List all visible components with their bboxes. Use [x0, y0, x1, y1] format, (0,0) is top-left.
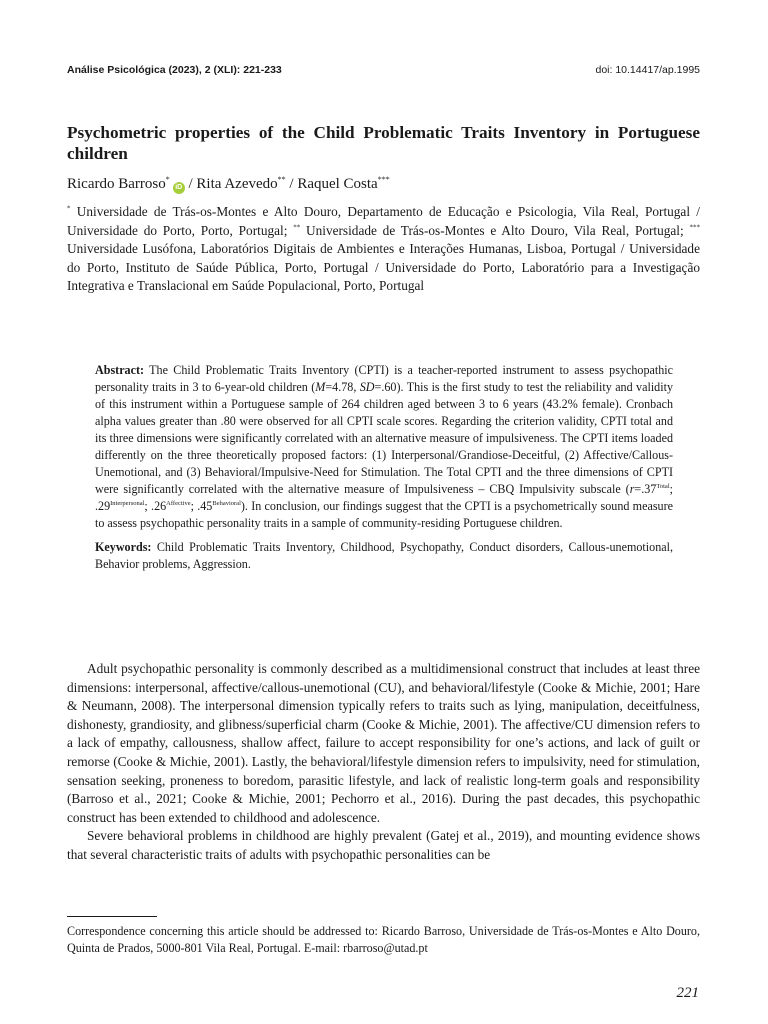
- orcid-icon[interactable]: iD: [173, 182, 185, 194]
- abstract-label: Abstract:: [95, 363, 145, 377]
- author-mark: *: [165, 175, 170, 184]
- author-name: Ricardo Barroso: [67, 176, 166, 192]
- abstract-text: =.60). This is the first study to test the reliability and validity of this instrument within a Portuguese sample of 264 children aged between 3 to 6 years (43.2% female). Cronbach alpha values greater than .80 were observed for all CPTI scale scores. Regarding the criterion validity, CPTI total and its three dimensions were significantly correlated with an alternative measure of impulsiveness. The CPTI items loaded differently on the three theoretically proposed factors: (1) Interpersonal/Grandiose-Deceitful, (2) Affective/Callous-Unemotional, and (3) Behavioral/Impulsive-Need for Stimulation. The Total CPTI and the three dimensions of CPTI were significantly correlated with the alternative measure of Impulsiveness – CBQ Impulsivity subscale (: [95, 380, 673, 496]
- abstract-text: ; .29: [95, 482, 673, 513]
- page-number: 221: [676, 985, 699, 1001]
- footnote-divider: [67, 916, 157, 917]
- author-mark: ***: [377, 175, 390, 184]
- article-title: Psychometric properties of the Child Problematic Traits Inventory in Portuguese children: [67, 123, 700, 163]
- author-name: Raquel Costa: [297, 176, 378, 192]
- abstract-symbol: M: [315, 380, 326, 394]
- affiliation-text: Universidade Lusófona, Laboratórios Digitais de Ambientes e Interações Humanas, Lisboa, Portugal / Universidade do Porto, Instituto de Saúde Pública, Porto, Portugal / Universidade do Porto, Laboratório para a Investigação Integrativa e Translacional em Saúde Populacional, Porto, Portugal: [67, 241, 700, 294]
- abstract-section: [95, 362, 673, 573]
- affiliation-mark: ***: [689, 223, 700, 232]
- author-separator: /: [184, 176, 197, 192]
- author-separator: /: [285, 176, 298, 192]
- abstract-superscript: Behavioral: [212, 499, 241, 507]
- body-paragraph: Severe behavioral problems in childhood are highly prevalent (Gatej et al., 2019), and mounting evidence shows that several characteristic traits of adults with psychopathic personalities can be: [67, 828, 700, 862]
- keywords-label: Keywords:: [95, 540, 152, 554]
- author-name: Rita Azevedo: [196, 176, 278, 192]
- abstract-text: The Child Problematic Traits Inventory (CPTI) is a teacher-reported instrument to assess psychopathic personality traits in 3 to 6-year-old children (: [95, 363, 673, 394]
- keywords-text: Child Problematic Traits Inventory, Childhood, Psychopathy, Conduct disorders, Callous-unemotional, Behavior problems, Aggression.: [95, 540, 673, 571]
- abstract-symbol: r: [629, 482, 635, 496]
- abstract-text: ; .26: [144, 499, 167, 513]
- author-line: [67, 174, 700, 194]
- abstract-text: =4.78,: [325, 380, 360, 394]
- affiliation-mark: **: [293, 223, 301, 232]
- running-head: [67, 64, 700, 78]
- abstract-text: ; .45: [190, 499, 213, 513]
- abstract-superscript: Total: [656, 482, 670, 490]
- correspondence-footnote: Correspondence concerning this article should be addressed to: Ricardo Barroso, Universidade de Trás-os-Montes e Alto Douro, Quinta de Prados, 5000-801 Vila Real, Portugal. E-mail: rbarroso@utad.pt: [67, 924, 700, 955]
- abstract-symbol: SD: [359, 380, 375, 394]
- body-paragraph: Adult psychopathic personality is commonly described as a multidimensional construct that includes at least three dimensions: interpersonal, affective/callous-unemotional (CU), and behavioral/lifestyle (Cooke & Michie, 2001; Hare & Neumann, 2008). The interpersonal dimension typically refers to traits such as lying, manipulation, deceitfulness, dishonesty, grandiosity, and glibness/superficial charm (Cooke & Michie, 2001). The affective/CU dimension refers to a lack of empathy, callousness, shallow affect, failure to accept responsibility for one’s actions, and lack of guilt or remorse (Cooke & Michie, 2001). Lastly, the behavioral/lifestyle dimension refers to impulsivity, need for stimulation, sensation seeking, proneness to boredom, parasitic lifestyle, and lack of realistic long-term goals and responsibility (Barroso et al., 2021; Cooke & Michie, 2001; Pechorro et al., 2016). During the past decades, this psychopathic construct has been extended to childhood and adolescence.: [67, 661, 700, 825]
- journal-citation: Análise Psicológica (2023), 2 (XLI): 221-233: [67, 64, 282, 76]
- body-text: [67, 660, 700, 865]
- abstract-text: =.37: [634, 482, 657, 496]
- affiliation-text: Universidade de Trás-os-Montes e Alto Douro, Departamento de Educação e Psicologia, Vila Real, Portugal / Universidade do Porto, Porto, Portugal;: [67, 204, 700, 238]
- abstract-paragraph: [95, 362, 673, 532]
- affiliations: [67, 203, 700, 296]
- abstract-text: ). In conclusion, our findings suggest that the CPTI is a psychometrically sound measure to assess psychopathic personality traits in a sample of community-residing Portuguese children.: [95, 499, 673, 530]
- abstract-superscript: Interpersonal: [110, 499, 145, 507]
- keywords-paragraph: [95, 539, 673, 573]
- author-mark: **: [277, 175, 286, 184]
- doi-label: doi: 10.14417/ap.1995: [595, 64, 700, 76]
- affiliation-text: Universidade de Trás-os-Montes e Alto Douro, Vila Real, Portugal;: [300, 222, 690, 238]
- abstract-superscript: Affective: [166, 499, 191, 507]
- affiliation-mark: *: [67, 204, 71, 213]
